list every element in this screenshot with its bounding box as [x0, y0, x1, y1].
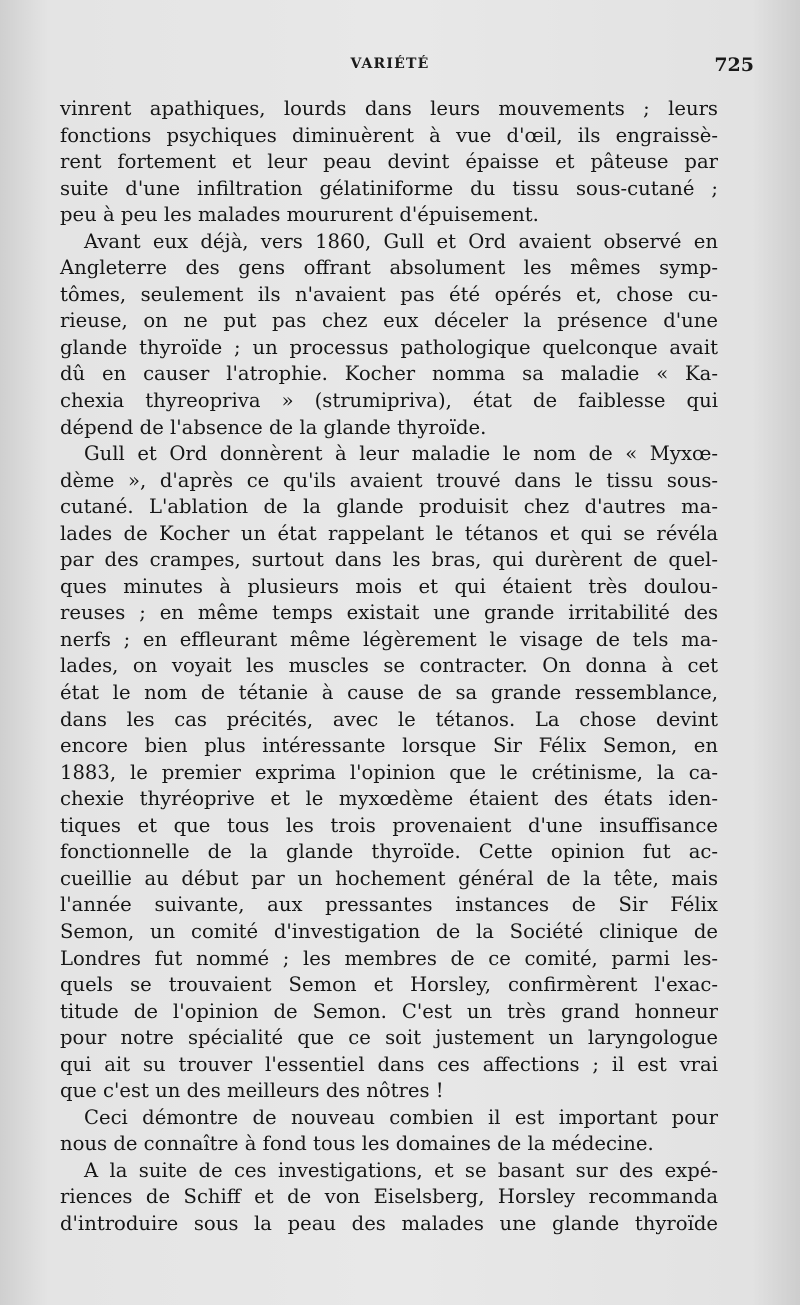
- text-line: fonctionnelle de la glande thyroïde. Cette opinion fut ac-: [60, 840, 718, 864]
- text-line: reuses ; en même temps existait une grande irritabilité des: [60, 601, 718, 625]
- text-line: fonctions psychiques diminuèrent à vue d'œil, ils engraissè-: [60, 123, 718, 147]
- page-header: [60, 54, 754, 80]
- text-line: glande thyroïde ; un processus pathologique quelconque avait: [60, 335, 718, 359]
- text-line: ques minutes à plusieurs mois et qui étaient très doulou-: [60, 574, 718, 598]
- text-line: Ceci démontre de nouveau combien il est important pour: [84, 1105, 718, 1129]
- text-line: cutané. L'ablation de la glande produisit chez d'autres ma-: [60, 495, 718, 519]
- text-line: A la suite de ces investigations, et se basant sur des expé-: [84, 1158, 718, 1182]
- text-line: Angleterre des gens offrant absolument les mêmes symp-: [60, 256, 718, 280]
- text-line: Londres fut nommé ; les membres de ce comité, parmi les-: [60, 946, 718, 970]
- text-line: suite d'une infiltration gélatiniforme du tissu sous-cutané ;: [60, 176, 718, 200]
- text-line: lades, on voyait les muscles se contracter. On donna à cet: [60, 654, 718, 678]
- text-line: dépend de l'absence de la glande thyroïde.: [60, 415, 487, 439]
- text-line: 1883, le premier exprima l'opinion que le crétinisme, la ca-: [60, 760, 718, 784]
- text-line: dû en causer l'atrophie. Kocher nomma sa maladie « Ka-: [60, 362, 718, 386]
- text-line: l'année suivante, aux pressantes instances de Sir Félix: [60, 893, 718, 917]
- text-line: lades de Kocher un état rappelant le tétanos et qui se révéla: [60, 521, 718, 545]
- text-line: encore bien plus intéressante lorsque Sir Félix Semon, en: [60, 734, 718, 758]
- text-line: quels se trouvaient Semon et Horsley, confirmèrent l'exac-: [60, 973, 718, 997]
- text-line: Semon, un comité d'investigation de la Société clinique de: [60, 919, 718, 943]
- text-line: tiques et que tous les trois provenaient d'une insuffisance: [60, 813, 718, 837]
- text-line: titude de l'opinion de Semon. C'est un très grand honneur: [60, 999, 718, 1023]
- text-line: rieuse, on ne put pas chez eux déceler la présence d'une: [60, 309, 718, 333]
- text-line: nerfs ; en effleurant même légèrement le visage de tels ma-: [60, 627, 718, 651]
- text-line: que c'est un des meilleurs des nôtres !: [60, 1079, 444, 1103]
- running-title: VARIÉTÉ: [350, 56, 430, 72]
- text-line: nous de connaître à fond tous les domaines de la médecine.: [60, 1132, 654, 1156]
- text-line: pour notre spécialité que ce soit justement un laryngologue: [60, 1026, 718, 1050]
- text-line: tômes, seulement ils n'avaient pas été opérés et, chose cu-: [60, 282, 718, 306]
- text-line: cueillie au début par un hochement général de la tête, mais: [60, 866, 718, 890]
- text-line: dans les cas précités, avec le tétanos. La chose devint: [60, 707, 718, 731]
- page-number: 725: [714, 54, 754, 76]
- text-line: Gull et Ord donnèrent à leur maladie le nom de « Myxœ-: [84, 442, 718, 466]
- text-line: Avant eux déjà, vers 1860, Gull et Ord avaient observé en: [84, 229, 718, 253]
- text-line: par des crampes, surtout dans les bras, qui durèrent de quel-: [60, 548, 718, 572]
- body-text: [60, 96, 718, 1238]
- text-line: rent fortement et leur peau devint épaisse et pâteuse par: [60, 150, 718, 174]
- text-line: qui ait su trouver l'essentiel dans ces affections ; il est vrai: [60, 1052, 718, 1076]
- text-line: chexie thyréoprive et le myxœdème étaient des états iden-: [60, 787, 718, 811]
- text-line: d'introduire sous la peau des malades une glande thyroïde: [60, 1211, 718, 1235]
- text-line: vinrent apathiques, lourds dans leurs mouvements ; leurs: [60, 97, 718, 120]
- text-line: dème », d'après ce qu'ils avaient trouvé dans le tissu sous-: [60, 468, 718, 492]
- text-line: peu à peu les malades moururent d'épuisement.: [60, 203, 539, 227]
- text-line: riences de Schiff et de von Eiselsberg, Horsley recommanda: [60, 1185, 718, 1209]
- text-line: chexia thyreopriva » (strumipriva), état de faiblesse qui: [60, 389, 718, 413]
- text-line: état le nom de tétanie à cause de sa grande ressemblance,: [60, 681, 718, 705]
